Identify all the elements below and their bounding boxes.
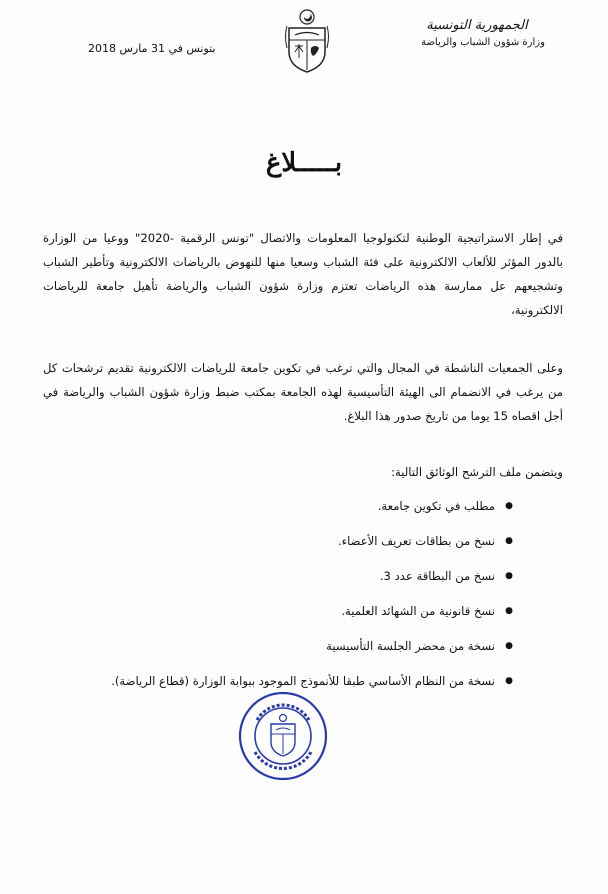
ministry-name: وزارة شؤون الشباب والرياضة xyxy=(421,37,545,48)
required-documents-list xyxy=(83,494,513,704)
republic-name: الجمهورية التونسية xyxy=(426,18,528,33)
letterhead xyxy=(403,18,563,48)
list-item: ● نسخة من محضر الجلسة التأسيسية xyxy=(83,634,513,658)
file-contents-heading: ويتضمن ملف الترشح الوثائق التالية: xyxy=(391,465,563,479)
call-paragraph: وعلى الجمعيات الناشطة في المجال والتي ترغب في تكوين جامعة للرياضات الالكترونية تقديم ترشحات كل من يرغب في الانضمام الى الهيئة التأسيسية لهذه الجامعة بمكتب ضبط وزارة شؤون الشباب والرياضة في أجل اقصاه 15 يوما من تاريخ صدور هذا البلاغ. xyxy=(43,361,563,423)
list-item: ● نسخ من بطاقات تعريف الأعضاء. xyxy=(83,529,513,553)
issue-date: بتونس في 31 مارس 2018 xyxy=(88,42,216,55)
list-item: ● نسخ قانونية من الشهائد العلمية. xyxy=(83,599,513,623)
intro-paragraph: في إطار الاستراتيجية الوطنية لتكنولوجيا المعلومات والاتصال "تونس الرقمية -2020" ووعيا من الوزارة بالدور المؤثر للألعاب الالكترونية على فئة الشباب وسعيا منها للنهوض بالرياضات الالكترونية وتأطير الشباب وتشجيعهم عل ممارسة هذه الرياضات تعتزم وزارة شؤون الشباب والرياضة تأهيل جامعة للرياضات الالكترونية، xyxy=(43,231,563,317)
list-item: ● نسخ من البطاقة عدد 3. xyxy=(83,564,513,588)
list-item: ● نسخة من النظام الأساسي طبقا للأنموذج الموجود ببوابة الوزارة (قطاع الرياضة). xyxy=(83,669,513,693)
document-title: بـــــلاغ xyxy=(265,148,343,178)
official-stamp-icon xyxy=(237,690,329,782)
tunisia-coat-of-arms-icon xyxy=(283,8,331,76)
list-item: ● مطلب في تكوين جامعة. xyxy=(83,494,513,518)
